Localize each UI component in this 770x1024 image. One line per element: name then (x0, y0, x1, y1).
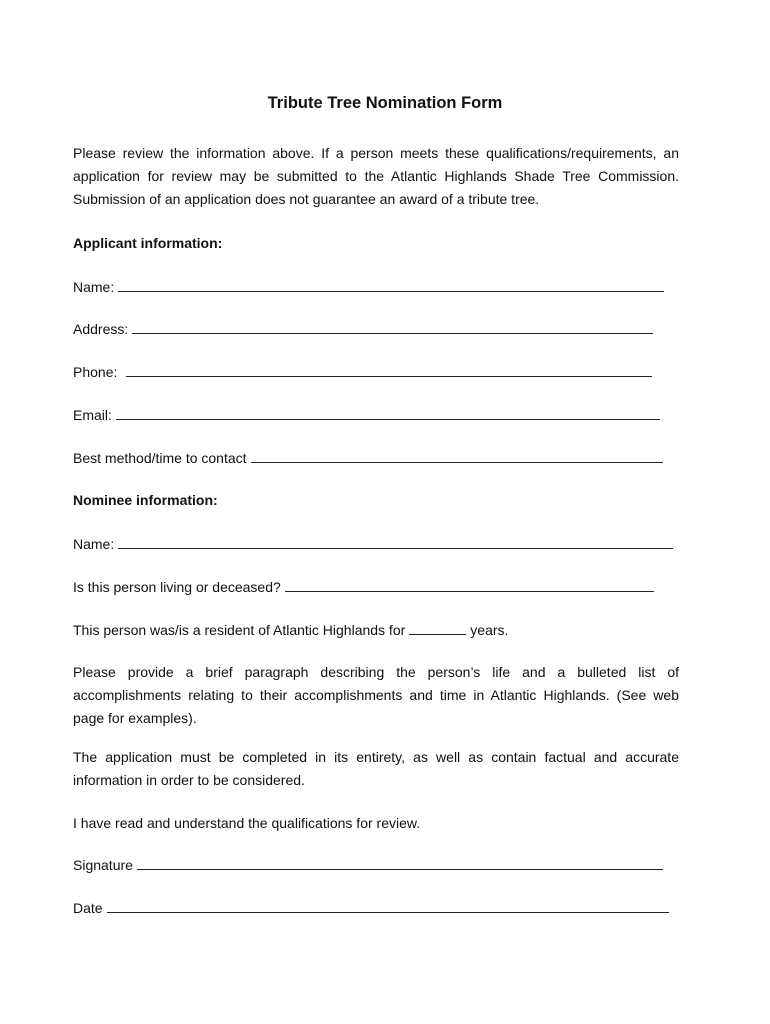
nominee-resident-field (73, 620, 508, 640)
applicant-name-line[interactable] (118, 277, 664, 292)
intro-paragraph: Please review the information above. If a person meets these qualifications/requirements, an application for review may be submitted to the Atlantic Highlands Shade Tree Commission. Submission of an application does not guarantee an award of a tribute tree. (73, 145, 679, 207)
acknowledgement-text: I have read and understand the qualifications for review. (73, 815, 421, 831)
date-line[interactable] (107, 898, 669, 913)
completion-paragraph: The application must be completed in its entirety, as well as contain factual and accurate information in order to be considered. (73, 749, 679, 788)
nominee-resident-prefix: This person was/is a resident of Atlantic Highlands for (73, 622, 406, 638)
nominee-heading: Nominee information: (73, 492, 218, 508)
nominee-name-line[interactable] (118, 534, 673, 549)
applicant-email-field (73, 405, 660, 425)
applicant-email-line[interactable] (116, 405, 660, 420)
date-field (73, 898, 669, 918)
nominee-living-label: Is this person living or deceased? (73, 579, 281, 595)
applicant-name-field (73, 277, 664, 297)
nominee-resident-suffix: years. (470, 622, 509, 638)
applicant-contact-field (73, 448, 663, 468)
applicant-phone-field (73, 362, 652, 382)
signature-line[interactable] (137, 855, 663, 870)
applicant-contact-label: Best method/time to contact (73, 450, 247, 466)
applicant-phone-label: Phone: (73, 364, 118, 380)
life-paragraph: Please provide a brief paragraph describing the person’s life and a bulleted list of accomplishments relating to their accomplishments and time in Atlantic Highlands. (See web page for examples). (73, 664, 679, 726)
nominee-living-line[interactable] (285, 577, 654, 592)
page-title: Tribute Tree Nomination Form (267, 94, 503, 112)
nominee-name-label: Name: (73, 536, 115, 552)
nominee-resident-years-line[interactable] (409, 620, 466, 635)
nominee-name-field (73, 534, 673, 554)
applicant-contact-line[interactable] (251, 448, 663, 463)
applicant-address-label: Address: (73, 321, 129, 337)
applicant-phone-line[interactable] (126, 362, 652, 377)
applicant-name-label: Name: (73, 279, 115, 295)
date-label: Date (73, 900, 103, 916)
applicant-heading: Applicant information: (73, 235, 223, 251)
signature-label: Signature (73, 857, 133, 873)
applicant-address-field (73, 319, 653, 339)
applicant-address-line[interactable] (132, 319, 653, 334)
nominee-living-field (73, 577, 654, 597)
applicant-email-label: Email: (73, 407, 112, 423)
signature-field (73, 855, 663, 875)
